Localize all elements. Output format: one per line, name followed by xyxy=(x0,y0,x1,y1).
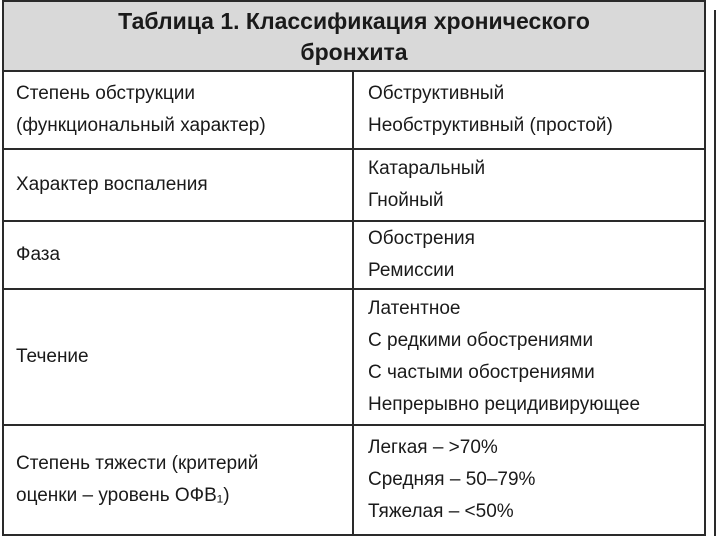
criterion-text: Степень тяжести (критерий xyxy=(16,453,259,474)
table-row xyxy=(4,222,704,290)
row-values-cell xyxy=(354,150,704,220)
value-text: С редкими обострениями xyxy=(368,330,594,351)
value-text: Легкая – >70% xyxy=(368,437,498,458)
value-text: Латентное xyxy=(368,298,461,319)
value-text: Тяжелая – <50% xyxy=(368,501,514,522)
classification-table xyxy=(2,0,706,536)
row-values-cell xyxy=(354,72,704,148)
row-criterion-cell xyxy=(4,222,354,288)
value-text: Катаральный xyxy=(368,158,486,179)
value-text: С частыми обострениями xyxy=(368,362,595,383)
criterion-text: (функциональный характер) xyxy=(16,115,266,136)
row-criterion-cell xyxy=(4,72,354,148)
value-text: Обструктивный xyxy=(368,83,505,104)
page-edge-line xyxy=(714,10,716,536)
criterion-text: оценки – уровень ОФВ₁) xyxy=(16,485,230,506)
value-text: Гнойный xyxy=(368,190,444,211)
row-values-cell xyxy=(354,426,704,534)
value-text: Необструктивный (простой) xyxy=(368,115,613,136)
value-text: Непрерывно рецидивирующее xyxy=(368,394,641,415)
value-text: Обострения xyxy=(368,228,475,249)
criterion-text: Фаза xyxy=(16,244,61,265)
row-criterion-cell xyxy=(4,426,354,534)
row-values-cell xyxy=(354,222,704,288)
table-title-line-2: бронхита xyxy=(300,39,408,65)
table-title-line-1: Таблица 1. Классификация хронического xyxy=(118,8,590,34)
row-values-cell xyxy=(354,290,704,424)
row-criterion-cell xyxy=(4,290,354,424)
table-row xyxy=(4,290,704,426)
criterion-text: Степень обструкции xyxy=(16,83,196,104)
row-criterion-cell xyxy=(4,150,354,220)
table-row xyxy=(4,72,704,150)
criterion-text: Течение xyxy=(16,346,89,367)
criterion-text: Характер воспаления xyxy=(16,174,208,195)
value-text: Средняя – 50–79% xyxy=(368,469,536,490)
value-text: Ремиссии xyxy=(368,260,455,281)
table-row xyxy=(4,426,704,534)
table-row xyxy=(4,150,704,222)
table-title xyxy=(4,2,704,72)
